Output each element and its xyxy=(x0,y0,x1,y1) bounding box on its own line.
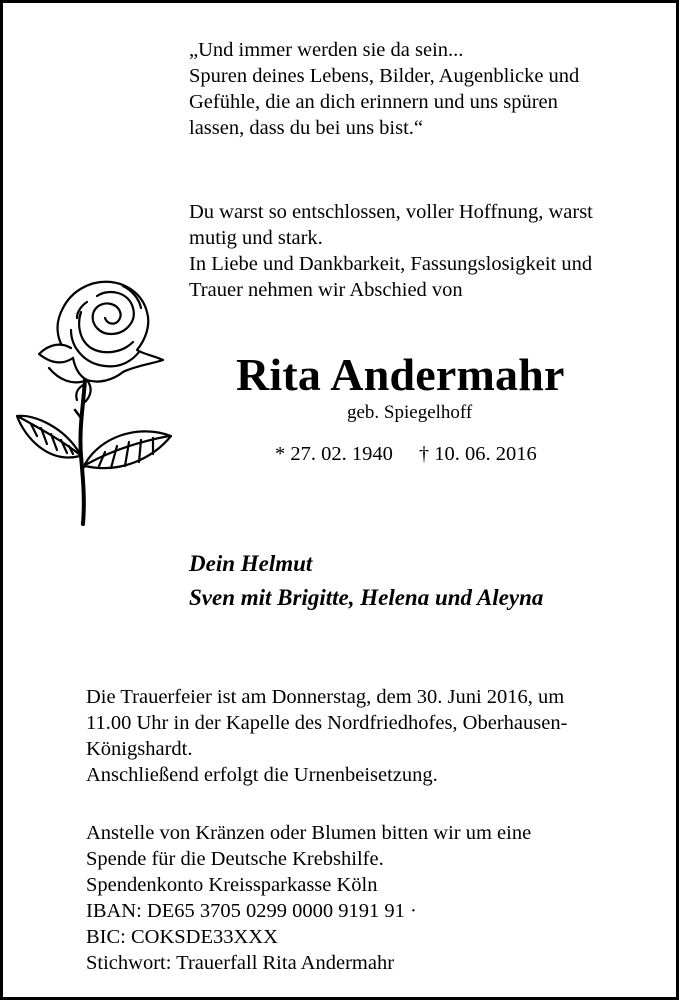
iban-line: IBAN: DE65 3705 0299 0000 9191 91 · xyxy=(86,900,417,922)
intro-block xyxy=(189,199,593,303)
mourner-line: Dein Helmut xyxy=(189,551,313,576)
intro-line: mutig und stark. xyxy=(189,227,323,249)
service-line: Königshardt. xyxy=(86,738,193,760)
death-date: † 10. 06. 2016 xyxy=(418,443,537,465)
deceased-name: Rita Andermahr xyxy=(236,349,565,400)
rose-icon xyxy=(13,268,183,526)
service-line: Anschließend erfolgt die Urnenbeisetzung. xyxy=(86,764,438,786)
quote-line: Gefühle, die an dich erinnern und uns spüren xyxy=(189,91,558,113)
service-line: Die Trauerfeier ist am Donnerstag, dem 30. Juni 2016, um xyxy=(86,686,565,708)
donation-line: Spendenkonto Kreissparkasse Köln xyxy=(86,874,378,896)
donation-info-block xyxy=(86,820,531,976)
intro-line: In Liebe und Dankbarkeit, Fassungslosigkeit und xyxy=(189,253,593,275)
bic-line: BIC: COKSDE33XXX xyxy=(86,926,278,948)
mourners-block xyxy=(189,547,543,615)
quote-line: Spuren deines Lebens, Bilder, Augenblicke und xyxy=(189,65,580,87)
intro-line: Trauer nehmen wir Abschied von xyxy=(189,279,463,301)
service-line: 11.00 Uhr in der Kapelle des Nordfriedhofes, Oberhausen- xyxy=(86,712,568,734)
quote-line: lassen, dass du bei uns bist.“ xyxy=(189,117,424,139)
quote-line: „Und immer werden sie da sein... xyxy=(189,39,464,61)
life-dates xyxy=(275,441,537,467)
birth-name: geb. Spiegelhoff xyxy=(347,402,473,423)
mourner-line: Sven mit Brigitte, Helena und Aleyna xyxy=(189,585,544,610)
keyword-line: Stichwort: Trauerfall Rita Andermahr xyxy=(86,952,395,974)
donation-line: Anstelle von Kränzen oder Blumen bitten wir um eine xyxy=(86,822,532,844)
birth-date: * 27. 02. 1940 xyxy=(275,443,393,465)
quote-block xyxy=(189,37,579,141)
intro-line: Du warst so entschlossen, voller Hoffnung, warst xyxy=(189,201,593,223)
donation-line: Spende für die Deutsche Krebshilfe. xyxy=(86,848,384,870)
service-info-block xyxy=(86,684,567,788)
